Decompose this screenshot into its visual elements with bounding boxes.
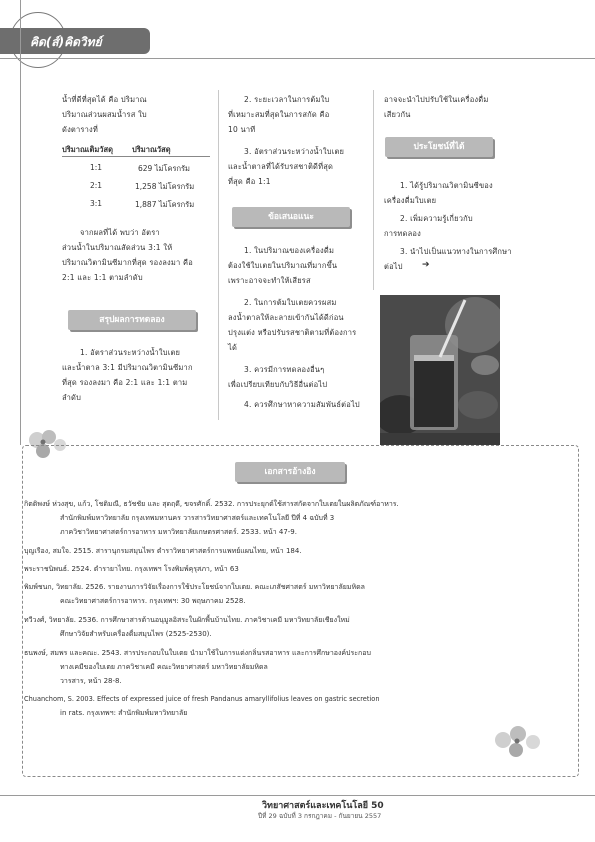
table-header: ปริมาณวัสดุ: [132, 145, 171, 154]
reference-line: ศึกษาวิจัยสำหรับเครื่องดื่มสมุนไพร (2525-2530).: [60, 630, 212, 638]
benefit-line: 1. ได้รู้ปริมาณวิตามินซีของ: [400, 181, 493, 190]
summary-line: ลำดับ: [62, 393, 82, 402]
suggestion-line: 4. ควรศึกษาหาความสัมพันธ์ต่อไป: [244, 400, 360, 409]
benefit-line: การทดลอง: [384, 229, 421, 238]
end-mark-icon: ➔: [422, 260, 430, 270]
suggestion-line: 3. ควรมีการทดลองอื่นๆ: [244, 365, 325, 374]
heading-references-label: เอกสารอ้างอิง: [264, 467, 316, 477]
reference-line: สำนักพิมพ์มหาวิทยาลัย กรุงเทพมหานคร วารสารวิทยาศาสตร์และเทคโนโลยี ปีที่ 4 ฉบับที่ 3: [60, 514, 335, 522]
benefit-line: เครื่องดื่มใบเตย: [384, 196, 437, 205]
footer-journal-title: วิทยาศาสตร์และเทคโนโลยี 50: [262, 801, 384, 811]
paragraph-line: ส่วนน้ำในปริมาณสัดส่วน 3:1 ให้: [62, 243, 173, 252]
summary-line: 1. อัตราส่วนระหว่างน้ำใบเตย: [80, 348, 181, 357]
paragraph-line: 2:1 และ 1:1 ตามลำดับ: [62, 273, 143, 282]
intro-line: ดังตารางที่: [62, 125, 99, 134]
suggestion-line: ปรุงแต่ง หรือปรับรสชาติตามที่ต้องการ: [228, 328, 357, 337]
heading-suggestions-label: ข้อเสนอแนะ: [268, 212, 314, 222]
reference-line: คณะวิทยาศาสตร์การอาหาร. กรุงเทพฯ: 30 พฤษภาคม 2528.: [60, 597, 246, 605]
header-divider: [0, 58, 595, 59]
conclusion-line: อาจจะนำไปปรับใช้ในเครื่องดื่ม: [384, 95, 489, 104]
reference-line: Chuanchom, S. 2003. Effects of expressed juice of fresh Pandanus amaryllifolius leaves on gastric secretion: [24, 695, 380, 703]
drink-photo: [380, 295, 500, 445]
suggestion-line: ต้องใช้ใบเตยในปริมาณที่มากขึ้น: [228, 261, 338, 270]
reference-line: พระราชนิพนธ์. 2524. ตำรายาไทย. กรุงเทพฯ โรงพิมพ์คุรุสภา, หน้า 63: [24, 565, 239, 573]
heading-benefits: [385, 137, 493, 157]
result-line: ที่สุด คือ 1:1: [228, 177, 271, 186]
drink-illustration: [380, 295, 500, 445]
paragraph-line: จากผลที่ได้ พบว่า อัตรา: [80, 228, 160, 237]
reference-line: ทางเคมีของใบเตย ภาควิชาเคมี คณะวิทยาศาสตร์ มหาวิทยาลัยมหิดล: [60, 663, 268, 671]
footer-issue: ปีที่ 29 ฉบับที่ 3 กรกฎาคม - กันยายน 2557: [258, 812, 382, 820]
suggestion-line: เพื่อเปรียบเทียบกับวิธีอื่นต่อไป: [228, 380, 328, 389]
reference-line: ทวีวงศ์, วิทยาลัย. 2536. การศึกษาสารต้านอนุมูลอิสระในผักพื้นบ้านไทย. ภาควิชาเคมี มหาวิทยาลัยเชียงใหม่: [24, 616, 350, 624]
intro-line: ปริมาณส่วนผสมน้ำรส ใบ: [62, 110, 147, 119]
suggestion-line: เพราะอาจจะทำให้เสียรส: [228, 276, 311, 285]
table-cell: 3:1: [90, 199, 103, 208]
benefit-line: 2. เพิ่มความรู้เกี่ยวกับ: [400, 214, 473, 223]
suggestion-line: ลงน้ำตาลให้ละลายเข้ากันได้ดีก่อน: [228, 313, 344, 322]
result-line: 10 นาที: [228, 125, 256, 134]
table-cell: 1:1: [90, 163, 103, 172]
suggestion-line: ได้: [228, 343, 238, 352]
summary-line: ที่สุด รองลงมา คือ 2:1 และ 1:1 ตาม: [62, 378, 188, 387]
table-header: ปริมาณเติมวัสดุ: [62, 145, 113, 154]
reference-line: วารสาร, หน้า 28-8.: [60, 677, 122, 685]
reference-line: พิมพ์ชนก, วิทยาลัย. 2526. รายงานการวิจัยเรื่องการใช้ประโยชน์จากใบเตย. คณะเภสัชศาสตร์ มหาวิทยาลัยมหิดล: [24, 583, 365, 591]
footer-divider: [0, 795, 595, 796]
reference-line: บุญเรือง, สมใจ. 2515. สารานุกรมสมุนไพร ตำราวิทยาศาสตร์การแพทย์แผนไทย, หน้า 184.: [24, 547, 302, 555]
intro-line: น้ำที่ดีที่สุดได้ คือ ปริมาณ: [62, 95, 147, 104]
section-title: คิด(ส์)คิดวิทย์: [30, 35, 102, 49]
reference-line: กิตติพงษ์ ห่วงสุข, แก้ว, โชติมณี, ธวัชชัย และ สุดฤดี, ขจรศักดิ์. 2532. การประยุกต์ใช้สารสกัดจากใบเตยในผลิตภัณฑ์อาหาร.: [24, 500, 399, 508]
column-divider: [373, 90, 374, 290]
references-box: [22, 445, 579, 777]
result-line: ที่เหมาะสมที่สุดในการสกัด คือ: [228, 110, 330, 119]
heading-suggestions: [232, 207, 350, 227]
table-cell: 1,887 ไม่โครกรัม: [135, 200, 195, 209]
table-cell: 629 ไม่โครกรัม: [138, 164, 191, 173]
suggestion-line: 1. ในปริมาณของเครื่องดื่ม: [244, 246, 335, 255]
paragraph-line: ปริมาณวิตามินซีมากที่สุด รองลงมา คือ: [62, 258, 193, 267]
heading-benefits-label: ประโยชน์ที่ได้: [413, 142, 465, 152]
benefit-line: ต่อไป: [384, 262, 403, 271]
result-line: 3. อัตราส่วนระหว่างน้ำใบเตย: [244, 147, 345, 156]
left-margin-line: [20, 0, 21, 445]
table-cell: 2:1: [90, 181, 103, 190]
heading-references: [235, 462, 345, 482]
table-cell: 1,258 ไม่โครกรัม: [135, 182, 195, 191]
reference-line: ภาควิชาวิทยาศาสตร์การอาหาร มหาวิทยาลัยเกษตรศาสตร์. 2533. หน้า 47-9.: [60, 528, 297, 536]
conclusion-line: เสียวกัน: [384, 110, 411, 119]
table-rule: [62, 156, 210, 157]
summary-line: และน้ำตาล 3:1 มีปริมาณวิตามินซีมาก: [62, 363, 193, 372]
result-line: 2. ระยะเวลาในการต้มใบ: [244, 95, 330, 104]
suggestion-line: 2. ในการต้มใบเตยควรผสม: [244, 298, 337, 307]
benefit-line: 3. นำไปเป็นแนวทางในการศึกษา: [400, 247, 512, 256]
reference-line: in rats. กรุงเทพฯ: สำนักพิมพ์มหาวิทยาลัย: [60, 709, 188, 717]
heading-summary: [68, 310, 196, 330]
result-line: และน้ำตาลที่ได้รับรสชาติดีที่สุด: [228, 162, 334, 171]
heading-summary-label: สรุปผลการทดลอง: [99, 315, 165, 325]
column-divider: [218, 90, 219, 420]
reference-line: ธนพงษ์, สมพร และคณะ. 2543. สารประกอบในใบเตย นำมาใช้ในการแต่งกลิ่นรสอาหาร และการศึกษาองค์ประกอบ: [24, 649, 371, 657]
